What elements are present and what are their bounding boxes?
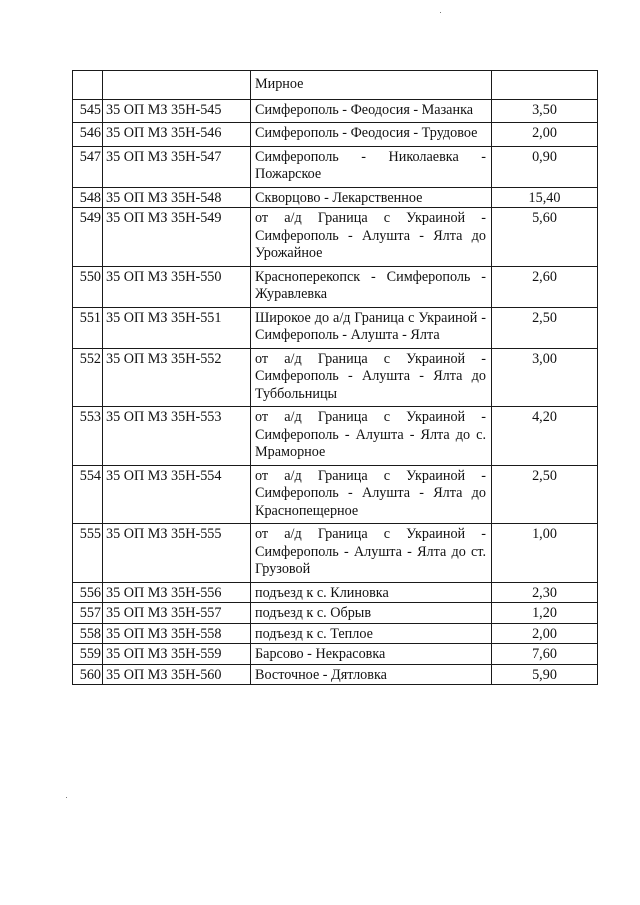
row-number: 560 — [73, 664, 103, 685]
road-length — [492, 71, 598, 100]
row-number: 559 — [73, 644, 103, 665]
road-length: 3,00 — [492, 348, 598, 407]
table-row — [73, 146, 598, 187]
road-length: 2,00 — [492, 123, 598, 147]
road-code: 35 ОП МЗ 35Н-557 — [103, 603, 251, 624]
table-row — [73, 187, 598, 208]
road-code — [103, 71, 251, 100]
road-length: 1,20 — [492, 603, 598, 624]
road-length: 3,50 — [492, 99, 598, 123]
table-row — [73, 99, 598, 123]
road-name: от а/д Граница с Украиной - Симферополь - Алушта - Ялта до Туббольницы — [251, 348, 492, 407]
road-name: от а/д Граница с Украиной - Симферополь - Алушта - Ялта до Урожайное — [251, 208, 492, 267]
table-row — [73, 664, 598, 685]
table-row — [73, 603, 598, 624]
table-row — [73, 208, 598, 267]
road-name: Барсово - Некрасовка — [251, 644, 492, 665]
road-length: 5,90 — [492, 664, 598, 685]
road-length: 15,40 — [492, 187, 598, 208]
road-code: 35 ОП МЗ 35Н-546 — [103, 123, 251, 147]
table-row — [73, 524, 598, 583]
road-name: Симферополь - Феодосия - Трудовое — [251, 123, 492, 147]
road-name: от а/д Граница с Украиной - Симферополь - Алушта - Ялта до Краснопещерное — [251, 465, 492, 524]
road-code: 35 ОП МЗ 35Н-545 — [103, 99, 251, 123]
road-code: 35 ОП МЗ 35Н-558 — [103, 623, 251, 644]
row-number: 553 — [73, 407, 103, 466]
road-code: 35 ОП МЗ 35Н-553 — [103, 407, 251, 466]
row-number: 551 — [73, 307, 103, 348]
road-name: от а/д Граница с Украиной - Симферополь - Алушта - Ялта до ст. Грузовой — [251, 524, 492, 583]
road-name: подъезд к с. Клиновка — [251, 582, 492, 603]
row-number: 558 — [73, 623, 103, 644]
row-number — [73, 71, 103, 100]
row-number: 549 — [73, 208, 103, 267]
road-name: Восточное - Дятловка — [251, 664, 492, 685]
row-number: 550 — [73, 266, 103, 307]
table-row — [73, 465, 598, 524]
table-row — [73, 407, 598, 466]
table-row — [73, 123, 598, 147]
table-row — [73, 582, 598, 603]
road-length: 7,60 — [492, 644, 598, 665]
row-number: 546 — [73, 123, 103, 147]
road-length: 2,00 — [492, 623, 598, 644]
road-code: 35 ОП МЗ 35Н-551 — [103, 307, 251, 348]
road-code: 35 ОП МЗ 35Н-549 — [103, 208, 251, 267]
row-number: 556 — [73, 582, 103, 603]
road-name: подъезд к с. Теплое — [251, 623, 492, 644]
road-length: 0,90 — [492, 146, 598, 187]
road-code: 35 ОП МЗ 35Н-554 — [103, 465, 251, 524]
road-code: 35 ОП МЗ 35Н-560 — [103, 664, 251, 685]
row-number: 548 — [73, 187, 103, 208]
road-code: 35 ОП МЗ 35Н-547 — [103, 146, 251, 187]
row-number: 555 — [73, 524, 103, 583]
road-code: 35 ОП МЗ 35Н-552 — [103, 348, 251, 407]
road-length: 1,00 — [492, 524, 598, 583]
road-name: подъезд к с. Обрыв — [251, 603, 492, 624]
roads-table — [72, 70, 598, 685]
road-code: 35 ОП МЗ 35Н-559 — [103, 644, 251, 665]
road-name: Симферополь - Феодосия - Мазанка — [251, 99, 492, 123]
table-row — [73, 307, 598, 348]
row-number: 545 — [73, 99, 103, 123]
road-length: 2,50 — [492, 307, 598, 348]
road-name: Симферополь - Николаевка - Пожарское — [251, 146, 492, 187]
road-length: 2,60 — [492, 266, 598, 307]
row-number: 552 — [73, 348, 103, 407]
table-row — [73, 623, 598, 644]
road-name: от а/д Граница с Украиной - Симферополь - Алушта - Ялта до с. Мраморное — [251, 407, 492, 466]
scan-speck — [440, 12, 441, 13]
row-number: 557 — [73, 603, 103, 624]
table-row — [73, 266, 598, 307]
road-name: Красноперекопск - Симферополь - Журавлевка — [251, 266, 492, 307]
road-length: 2,50 — [492, 465, 598, 524]
road-code: 35 ОП МЗ 35Н-550 — [103, 266, 251, 307]
road-length: 4,20 — [492, 407, 598, 466]
road-name: Мирное — [251, 71, 492, 100]
table-row — [73, 71, 598, 100]
row-number: 547 — [73, 146, 103, 187]
road-code: 35 ОП МЗ 35Н-555 — [103, 524, 251, 583]
table-row — [73, 348, 598, 407]
road-code: 35 ОП МЗ 35Н-556 — [103, 582, 251, 603]
road-length: 2,30 — [492, 582, 598, 603]
road-length: 5,60 — [492, 208, 598, 267]
road-name: Широкое до а/д Граница с Украиной - Симферополь - Алушта - Ялта — [251, 307, 492, 348]
scan-speck — [66, 797, 67, 798]
road-code: 35 ОП МЗ 35Н-548 — [103, 187, 251, 208]
road-name: Скворцово - Лекарственное — [251, 187, 492, 208]
table-row — [73, 644, 598, 665]
row-number: 554 — [73, 465, 103, 524]
